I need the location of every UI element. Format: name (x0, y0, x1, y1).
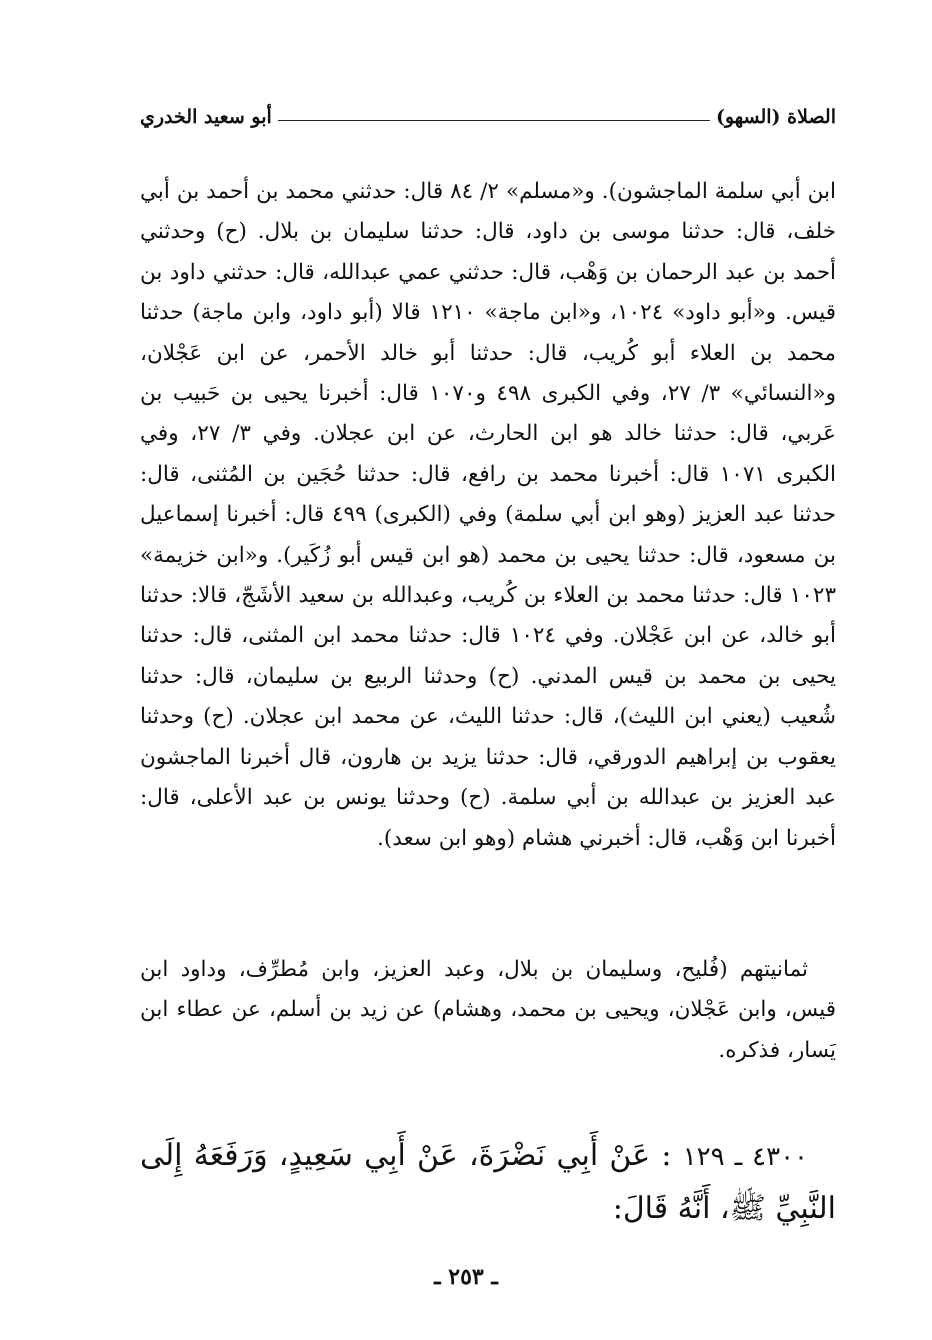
hadith-number: ٤٣٠٠ ـ ١٢٩ (682, 1142, 808, 1172)
takhrij-paragraph (140, 172, 836, 859)
hadith-entry (140, 1130, 836, 1235)
running-header (140, 104, 836, 130)
narrator-title: أبو سعيد الخدري (140, 106, 272, 128)
header-rule (278, 120, 710, 121)
takhrij-text: ابن أبي سلمة الماجشون). و«مسلم» ٢/ ٨٤ قال: حدثني محمد بن أحمد بن أبي خلف، قال: حدثنا موسى بن داود، قال: حدثنا سليمان بن بلال. (ح) وحدثني أحمد بن عبد الرحمان بن وَهْب، قال: حدثني عمي عبدالله، قال: حدثني داود بن قيس. و«أبو داود» ١٠٢٤، و«ابن ماجة» ١٢١٠ قالا (أبو داود، وابن ماجة) حدثنا محمد بن العلاء أبو كُريب، قال: حدثنا أبو خالد الأحمر، عن ابن عَجْلان، و«النسائي» ٣/ ٢٧، وفي الكبرى ٤٩٨ و١٠٧٠ قال: أخبرنا يحيى بن حَبيب بن عَربي، قال: حدثنا خالد هو ابن الحارث، عن ابن عجلان. وفي ٣/ ٢٧، وفي الكبرى ١٠٧١ قال: أخبرنا محمد بن رافع، قال: حدثنا حُجَين بن المُثنى، قال: حدثنا عبد العزيز (وهو ابن أبي سلمة) وفي (الكبرى) ٤٩٩ قال: أخبرنا إسماعيل بن مسعود، قال: حدثنا يحيى بن محمد (هو ابن قيس أبو زُكَير). و«ابن خزيمة» ١٠٢٣ قال: حدثنا محمد بن العلاء بن كُريب، وعبدالله بن سعيد الأشَجّ، قالا: حدثنا أبو خالد، عن ابن عَجْلان. وفي ١٠٢٤ قال: حدثنا محمد ابن المثنى، قال: حدثنا يحيى بن محمد بن قيس المدني. (ح) وحدثنا الربيع بن سليمان، قال: حدثنا شُعيب (يعني ابن الليث)، قال: حدثنا الليث، عن محمد ابن عجلان. (ح) وحدثنا يعقوب بن إبراهيم الدورقي، قال: حدثنا يزيد بن هارون، قال أخبرنا الماجشون عبد العزيز بن عبدالله بن أبي سلمة. (ح) وحدثنا يونس بن عبد الأعلى، قال: أخبرنا ابن وَهْب، قال: أخبرني هشام (وهو ابن سعد). (140, 179, 837, 851)
summary-paragraph (140, 950, 836, 1071)
summary-text: ثمانيتهم (فُليح، وسليمان بن بلال، وعبد العزيز، وابن مُطرِّف، وداود ابن قيس، وابن عَجْلان، ويحيى بن محمد، وهشام) عن زيد بن أسلم، عن عطاء ابن يَسار، فذكره. (140, 957, 836, 1063)
chapter-title: الصلاة (السهو) (715, 106, 836, 128)
page-number: ـ ٢٥٣ ـ (434, 1264, 498, 1290)
hadith-text: : عَنْ أَبِي نَضْرَةَ، عَنْ أَبِي سَعِيدٍ، وَرَفَعَهُ إِلَى النَّبِيِّ ﷺ، أَنَّهُ قَالَ: (140, 1138, 836, 1226)
